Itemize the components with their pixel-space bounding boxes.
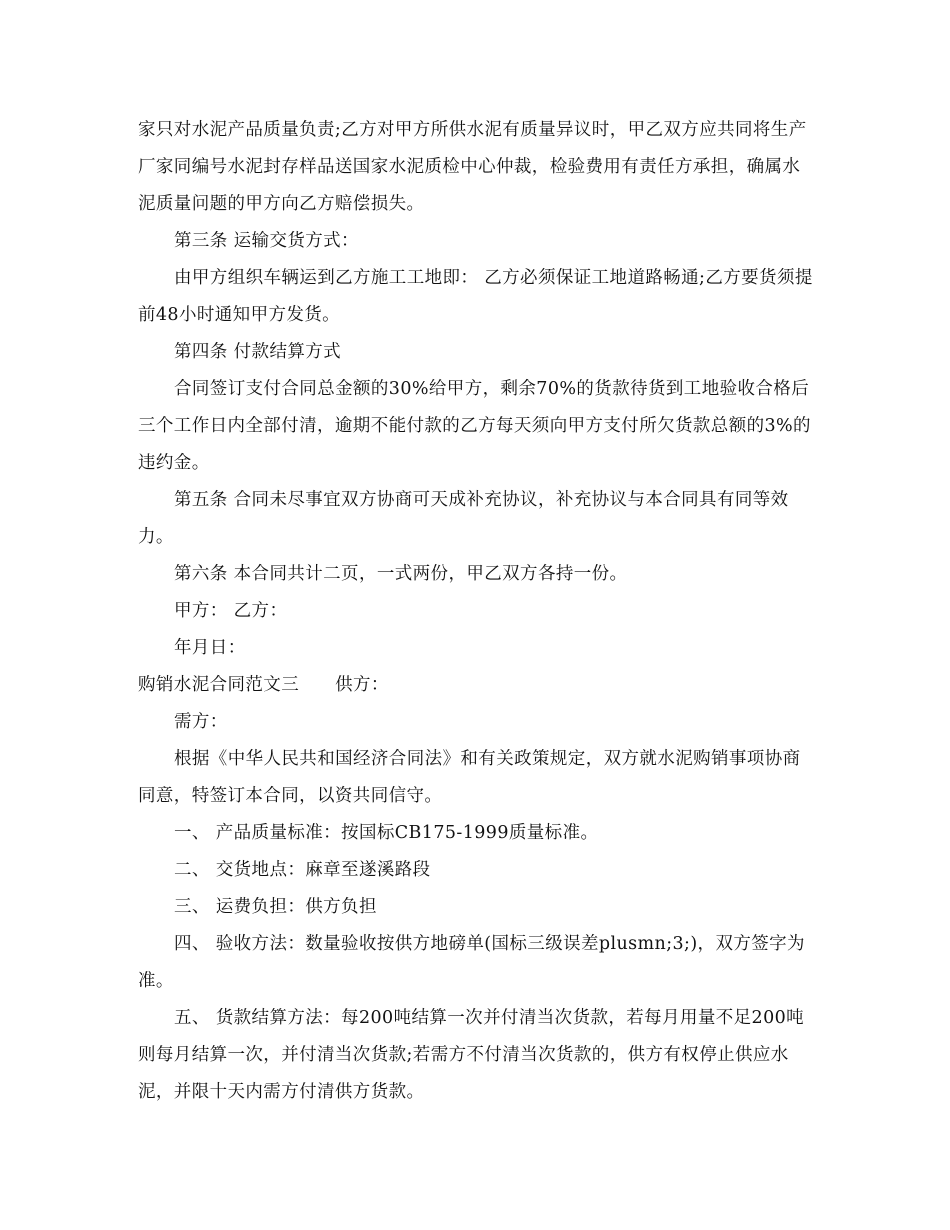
signature-date: 年月日： xyxy=(174,638,246,658)
paragraph-transport: 由甲方组织车辆运到乙方施工工地即： 乙方必须保证工地道路畅通;乙方要货须提前48小时通知甲方发货。 xyxy=(138,268,813,325)
section-title: 购销水泥合同范文三 xyxy=(138,675,300,695)
paragraph-payment: 合同签订支付合同总金额的30%给甲方，剩余70%的货款待货到工地验收合格后三个工作日内全部付清，逾期不能付款的乙方每天须向甲方支付所欠货款总额的3%的违约金。 xyxy=(138,379,811,473)
heading-article-3: 第三条 运输交货方式： xyxy=(174,231,359,251)
clause-quality-standard: 一、 产品质量标准：按国标CB175-1999质量标准。 xyxy=(174,823,599,843)
heading-article-4: 第四条 付款结算方式 xyxy=(174,342,342,362)
buyer-label: 需方： xyxy=(174,712,228,732)
paragraph-article-5: 第五条 合同未尽事宜双方协商可天成补充协议，补充协议与本合同具有同等效力。 xyxy=(138,490,789,547)
paragraph-quality-dispute: 家只对水泥产品质量负责;乙方对甲方所供水泥有质量异议时，甲乙双方应共同将生产厂家同编号水泥封存样品送国家水泥质检中心仲裁，检验费用有责任方承担，确属水泥质量问题的甲方向乙方赔偿损失。 xyxy=(138,120,807,214)
paragraph-legal-basis: 根据《中华人民共和国经济合同法》和有关政策规定，双方就水泥购销事项协商同意，特签订本合同，以资共同信守。 xyxy=(138,749,801,806)
paragraph-article-6: 第六条 本合同共计二页，一式两份，甲乙双方各持一份。 xyxy=(174,564,628,584)
clause-freight: 三、 运费负担：供方负担 xyxy=(174,897,377,917)
signature-parties: 甲方： 乙方： xyxy=(174,601,288,621)
supplier-label: 供方： xyxy=(335,675,389,695)
clause-settlement: 五、 货款结算方法：每200吨结算一次并付清当次货款，若每月用量不足200吨则每月结算一次，并付清当次货款;若需方不付清当次货款的，供方有权停止供应水泥，并限十天内需方付清供方货款。 xyxy=(138,1008,805,1102)
document-page xyxy=(138,112,814,1111)
clause-acceptance: 四、 验收方法：数量验收按供方地磅单(国标三级误差plusmn;3;)，双方签字为准。 xyxy=(138,934,805,991)
clause-delivery-location: 二、 交货地点：麻章至遂溪路段 xyxy=(174,860,431,880)
section-title-line xyxy=(138,667,814,704)
